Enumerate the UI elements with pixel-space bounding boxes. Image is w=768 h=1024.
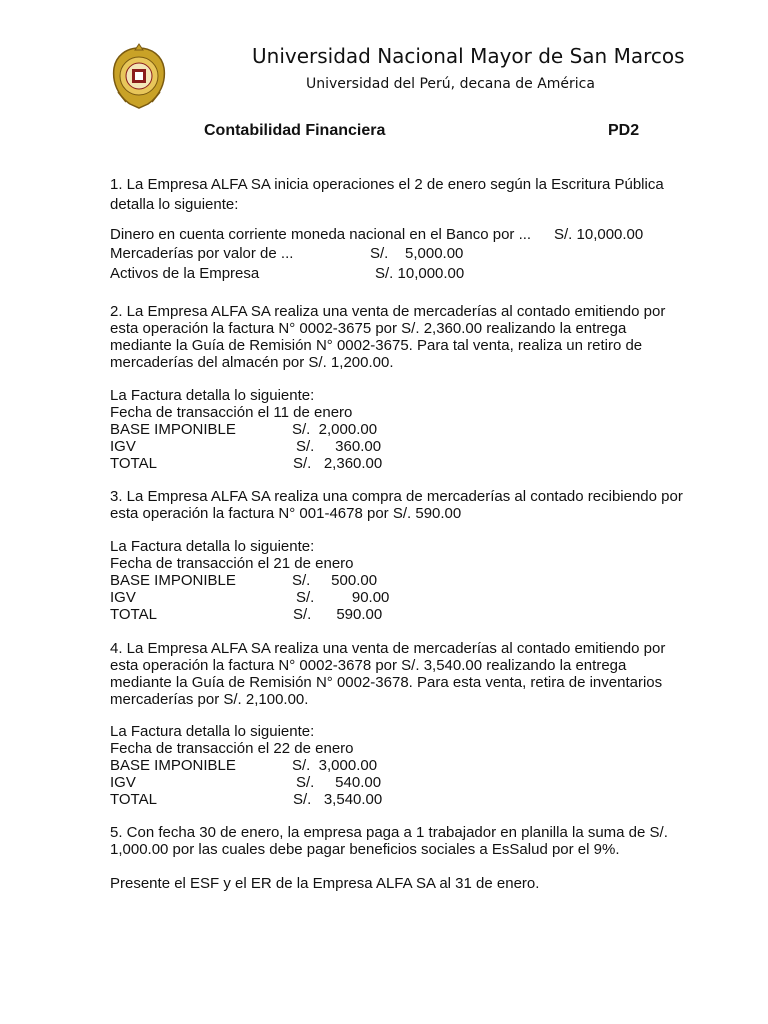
invoice-date: Fecha de transacción el 21 de enero bbox=[110, 555, 354, 572]
invoice-row-label: TOTAL bbox=[110, 791, 157, 808]
invoice-row-label: BASE IMPONIBLE bbox=[110, 421, 236, 438]
item-label: Activos de la Empresa bbox=[110, 265, 260, 282]
problem-4-line: mercaderías por S/. 2,100.00. bbox=[110, 691, 309, 708]
problem-1-item bbox=[110, 226, 644, 243]
invoice-date: Fecha de transacción el 11 de enero bbox=[110, 404, 353, 421]
university-crest-logo bbox=[108, 42, 170, 110]
problem-4-line: mediante la Guía de Remisión N° 0002-3678. Para esta venta, retira de inventarios bbox=[110, 674, 663, 691]
problem-1-item bbox=[110, 245, 464, 262]
problem-1-item bbox=[110, 265, 465, 282]
invoice-row-amount: S/. 2,360.00 bbox=[293, 455, 383, 472]
university-subtitle: Universidad del Perú, decana de América bbox=[306, 76, 595, 92]
problem-2-line: mediante la Guía de Remisión N° 0002-3675. Para tal venta, realiza un retiro de bbox=[110, 337, 643, 354]
invoice-row bbox=[110, 791, 383, 808]
invoice-intro: La Factura detalla lo siguiente: bbox=[110, 387, 315, 404]
invoice-row bbox=[110, 589, 390, 606]
invoice-row bbox=[110, 455, 383, 472]
invoice-row bbox=[110, 757, 378, 774]
invoice-row-amount: S/. 500.00 bbox=[292, 572, 378, 589]
problem-2-line: esta operación la factura N° 0002-3675 por S/. 2,360.00 realizando la entrega bbox=[110, 320, 627, 337]
problem-4-line: 4. La Empresa ALFA SA realiza una venta de mercaderías al contado emitiendo por bbox=[110, 640, 666, 657]
invoice-intro: La Factura detalla lo siguiente: bbox=[110, 723, 315, 740]
problem-1-line-1: 1. La Empresa ALFA SA inicia operaciones el 2 de enero según la Escritura Pública bbox=[110, 176, 664, 193]
problem-2-line: 2. La Empresa ALFA SA realiza una venta de mercaderías al contado emitiendo por bbox=[110, 303, 666, 320]
problem-1-line-2: detalla lo siguiente: bbox=[110, 196, 239, 213]
invoice-intro: La Factura detalla lo siguiente: bbox=[110, 538, 315, 555]
problem-3-line: 3. La Empresa ALFA SA realiza una compra de mercaderías al contado recibiendo por bbox=[110, 488, 683, 505]
university-name: Universidad Nacional Mayor de San Marcos bbox=[252, 44, 685, 68]
course-title: Contabilidad Financiera bbox=[204, 122, 386, 139]
invoice-row-amount: S/. 590.00 bbox=[293, 606, 383, 623]
invoice-date: Fecha de transacción el 22 de enero bbox=[110, 740, 354, 757]
problem-5-line: 5. Con fecha 30 de enero, la empresa paga a 1 trabajador en planilla la suma de S/. bbox=[110, 824, 668, 841]
invoice-row-amount: S/. 3,000.00 bbox=[292, 757, 378, 774]
item-amount: S/. 10,000.00 bbox=[554, 226, 644, 243]
invoice-row-label: TOTAL bbox=[110, 455, 157, 472]
problem-3-line: esta operación la factura N° 001-4678 por S/. 590.00 bbox=[110, 505, 462, 522]
item-label: Mercaderías por valor de ... bbox=[110, 245, 294, 262]
invoice-row-amount: S/. 360.00 bbox=[296, 438, 382, 455]
invoice-row bbox=[110, 606, 383, 623]
invoice-row-amount: S/. 540.00 bbox=[296, 774, 382, 791]
invoice-row-label: BASE IMPONIBLE bbox=[110, 572, 236, 589]
problem-4-line: esta operación la factura N° 0002-3678 por S/. 3,540.00 realizando la entrega bbox=[110, 657, 627, 674]
problem-5-line: 1,000.00 por las cuales debe pagar beneficios sociales a EsSalud por el 9%. bbox=[110, 841, 620, 858]
invoice-row-amount: S/. 2,000.00 bbox=[292, 421, 378, 438]
invoice-row-label: IGV bbox=[110, 589, 136, 606]
invoice-row bbox=[110, 421, 378, 438]
invoice-row bbox=[110, 438, 382, 455]
invoice-row-amount: S/. 3,540.00 bbox=[293, 791, 383, 808]
invoice-row-label: IGV bbox=[110, 774, 136, 791]
assignment-code: PD2 bbox=[608, 122, 640, 139]
invoice-row-label: BASE IMPONIBLE bbox=[110, 757, 236, 774]
item-amount: S/. 5,000.00 bbox=[370, 245, 464, 262]
closing-instruction: Presente el ESF y el ER de la Empresa ALFA SA al 31 de enero. bbox=[110, 875, 540, 892]
invoice-row-label: TOTAL bbox=[110, 606, 157, 623]
invoice-row-amount: S/. 90.00 bbox=[296, 589, 390, 606]
problem-2-line: mercaderías del almacén por S/. 1,200.00. bbox=[110, 354, 394, 371]
invoice-row bbox=[110, 774, 382, 791]
invoice-row-label: IGV bbox=[110, 438, 136, 455]
invoice-row bbox=[110, 572, 378, 589]
item-amount: S/. 10,000.00 bbox=[375, 265, 465, 282]
item-label: Dinero en cuenta corriente moneda nacional en el Banco por ... bbox=[110, 226, 532, 243]
